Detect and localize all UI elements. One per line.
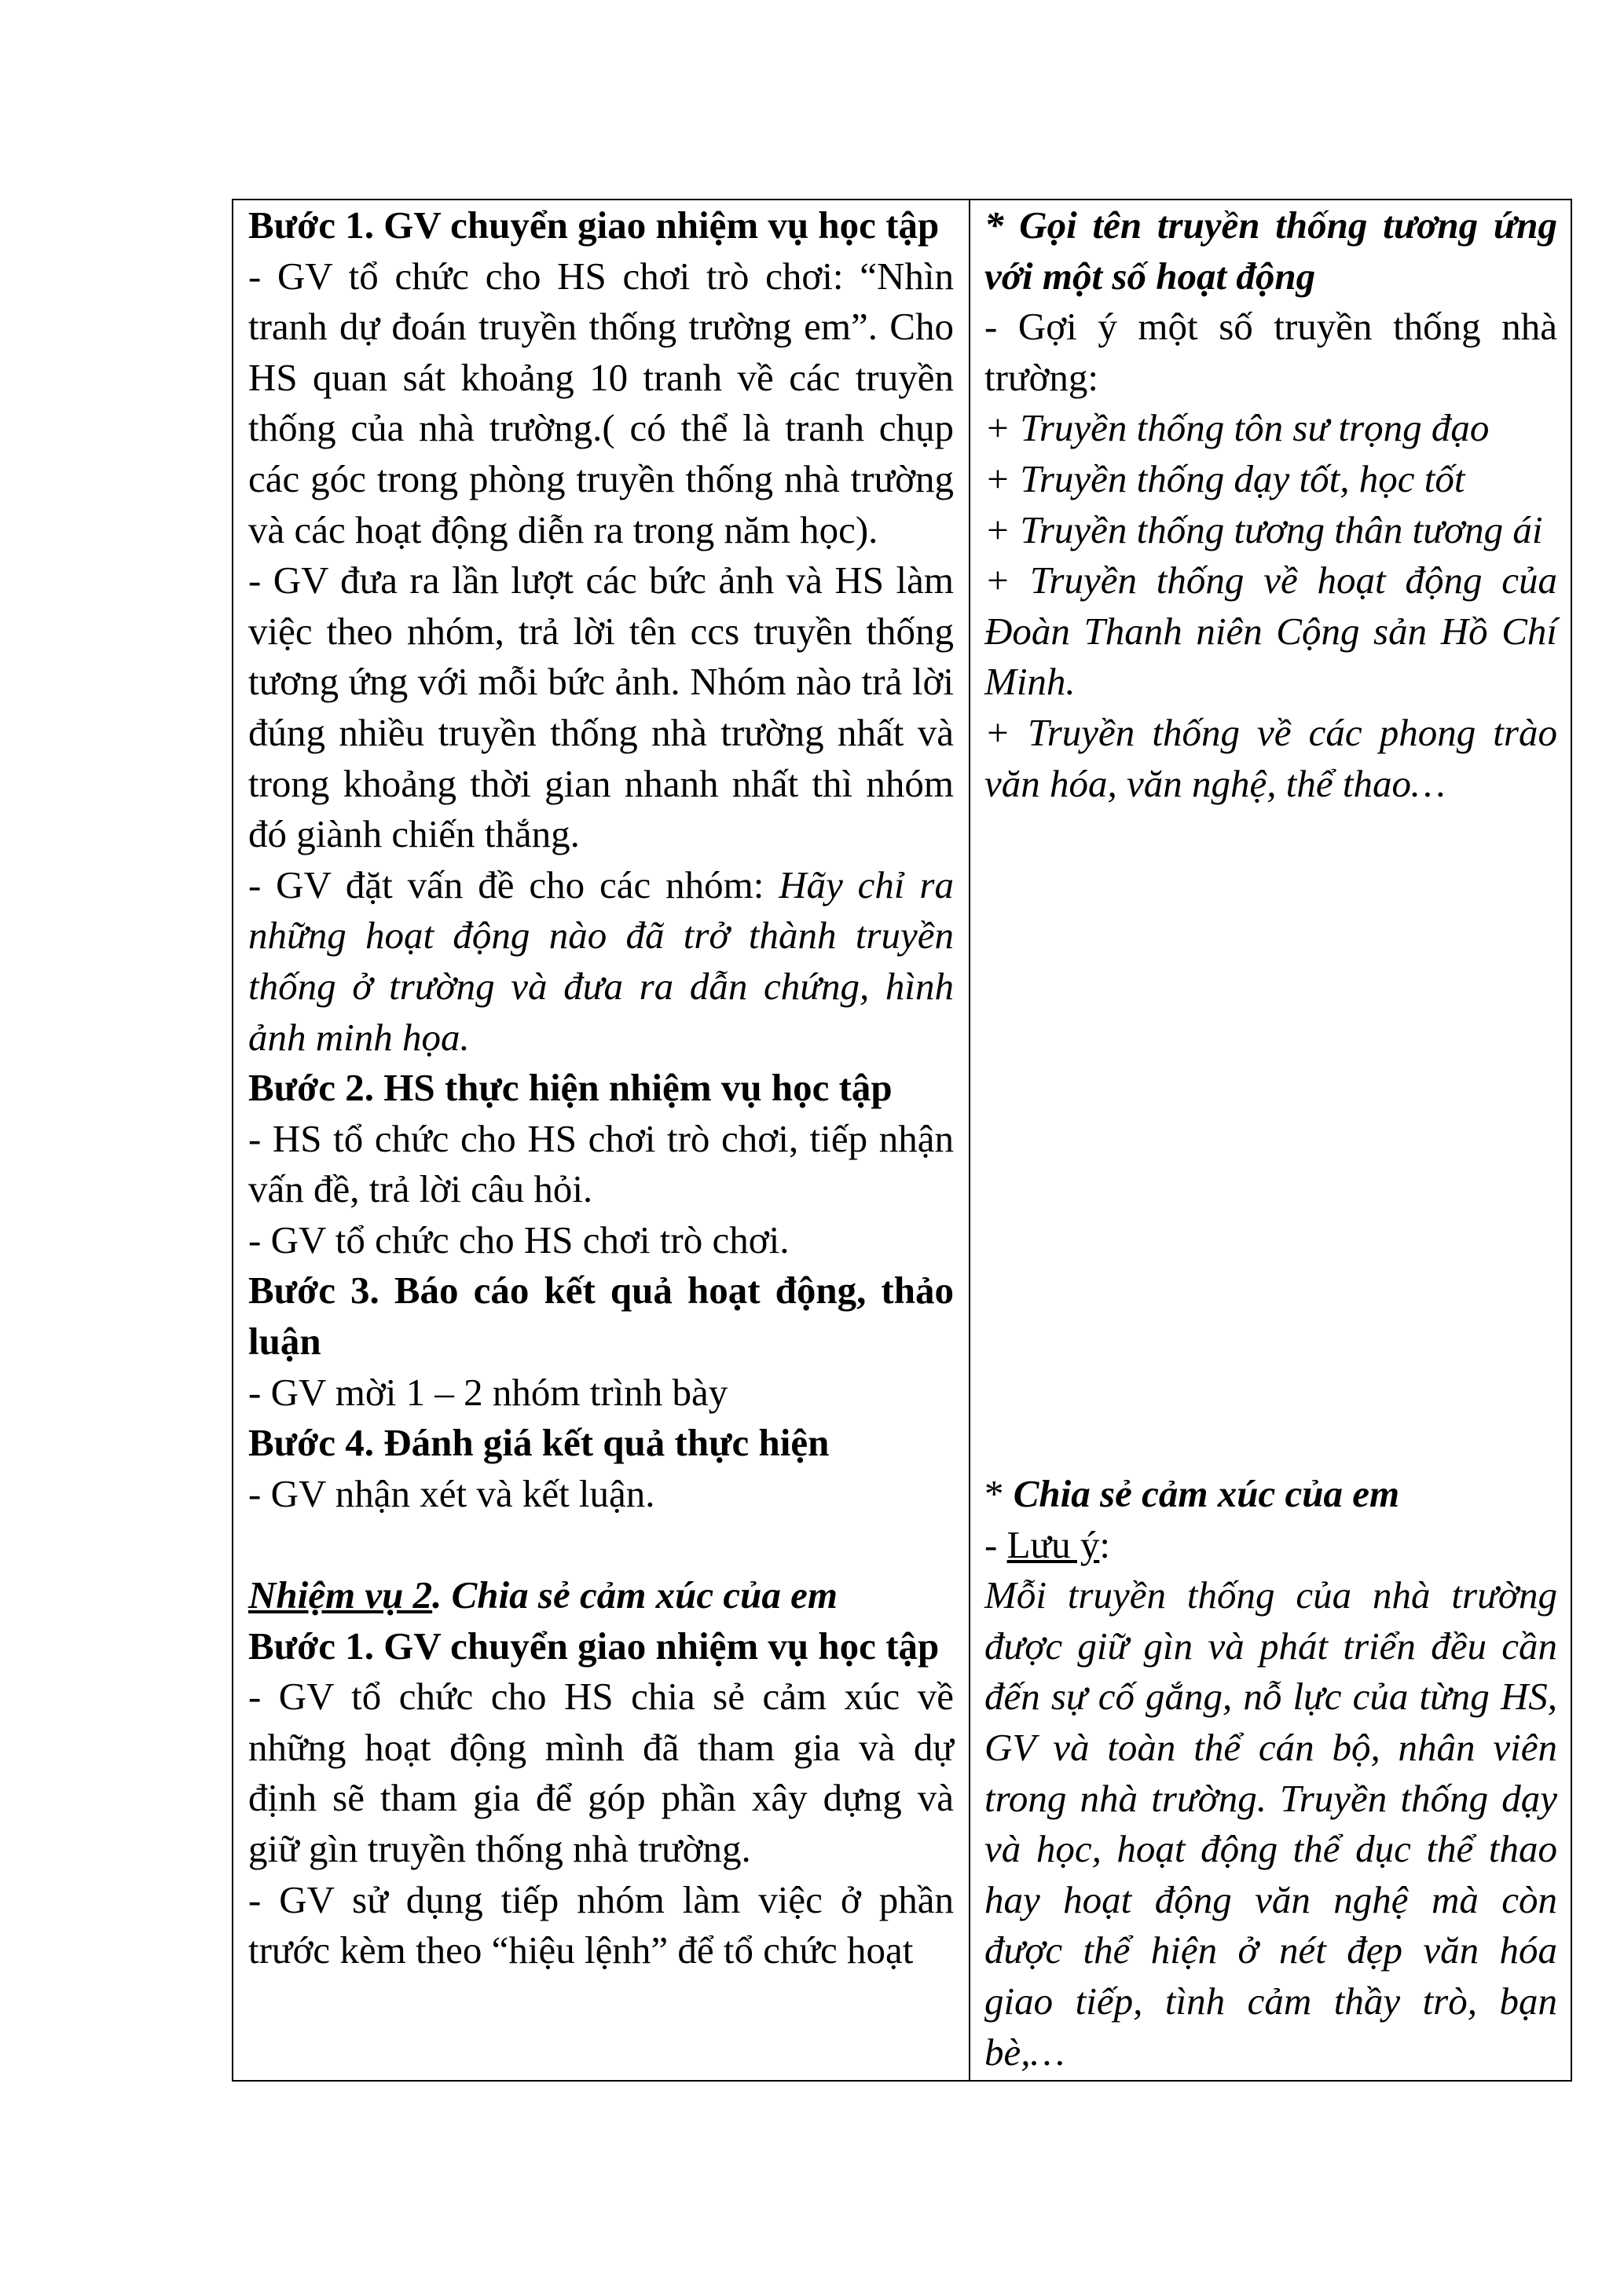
share-feelings-heading: [984, 1469, 1557, 1520]
tradition-item: + Truyền thống tương thân tương ái: [984, 507, 1543, 551]
task2-step1-paragraph: - GV sử dụng tiếp nhóm làm việc ở phần trước kèm theo “hiệu lệnh” để tổ chức hoạt: [248, 1877, 954, 1972]
activities-column: [233, 200, 969, 2080]
tradition-item: + Truyền thống về hoạt động của Đoàn Thanh niên Cộng sản Hồ Chí Minh.: [984, 558, 1557, 704]
traditions-intro: - Gợi ý một số truyền thống nhà trường:: [984, 305, 1557, 399]
lesson-table: [232, 199, 1572, 2082]
step4-heading: Bước 4. Đánh giá kết quả thực hiện: [248, 1421, 830, 1465]
step3-paragraph: - GV mời 1 – 2 nhóm trình bày: [248, 1370, 728, 1414]
step2-heading: Bước 2. HS thực hiện nhiệm vụ học tập: [248, 1066, 893, 1110]
task2-label: Nhiệm vụ 2: [248, 1573, 433, 1617]
tradition-item: + Truyền thống tôn sư trọng đạo: [984, 406, 1490, 450]
task2-heading: [248, 1570, 954, 1621]
tradition-item: + Truyền thống về các phong trào văn hóa, văn nghệ, thể thao…: [984, 710, 1557, 805]
step4-paragraph: - GV nhận xét và kết luận.: [248, 1471, 655, 1515]
step1-paragraph: - GV tổ chức cho HS chơi trò chơi: “Nhìn tranh dự đoán truyền thống trường em”. Cho HS quan sát khoảng 10 tranh về các truyền thống của nhà trường.( có thể là tranh chụp các góc trong phòng truyền thống nhà trường và các hoạt động diễn ra trong năm học).: [248, 254, 954, 551]
task2-step1-paragraph: - GV tổ chức cho HS chia sẻ cảm xúc về những hoạt động mình đã tham gia và dự định sẽ tham gia để góp phần xây dựng và giữ gìn truyền thống nhà trường.: [248, 1675, 954, 1870]
note-text: Mỗi truyền thống của nhà trường được giữ gìn và phát triển đều cần đến sự cố gắng, nỗ lực của từng HS, GV và toàn thể cán bộ, nhân viên trong nhà trường. Truyền thống dạy và học, hoạt động thể dục thể thao hay hoạt động văn nghệ mà còn được thể hiện ở nét đẹp văn hóa giao tiếp, tình cảm thầy trò, bạn bè,…: [984, 1573, 1557, 2074]
blank-line: [248, 1519, 954, 1570]
bullet-star: *: [984, 1472, 1014, 1515]
traditions-heading: * Gọi tên truyền thống tương ứng với một số hoạt động: [984, 203, 1557, 298]
note-dash: -: [984, 1522, 1007, 1566]
note-label: Lưu ý: [1006, 1522, 1100, 1566]
step1-paragraph: - GV đưa ra lần lượt các bức ảnh và HS làm việc theo nhóm, trả lời tên ccs truyền thống tương ứng với mỗi bức ảnh. Nhóm nào trả lời đúng nhiều truyền thống nhà trường nhất và trong khoảng thời gian nhanh nhất thì nhóm đó giành chiến thắng.: [248, 558, 954, 856]
question-text: Hãy chỉ ra những hoạt động nào đã trở thành truyền thống ở trường và đưa ra dẫn chứng, hình ảnh minh họa.: [248, 862, 954, 1059]
step2-paragraph: - HS tổ chức cho HS chơi trò chơi, tiếp nhận vấn đề, trả lời câu hỏi.: [248, 1116, 954, 1211]
products-column: [970, 200, 1572, 2080]
note-label-line: [984, 1520, 1557, 1571]
share-feelings-block: [984, 1469, 1557, 2078]
task2-title: . Chia sẻ cảm xúc của em: [432, 1573, 838, 1617]
share-feelings-title: Chia sẻ cảm xúc của em: [1013, 1472, 1400, 1515]
task2-step1-heading: Bước 1. GV chuyển giao nhiệm vụ học tập: [248, 1624, 940, 1668]
step2-paragraph: - GV tổ chức cho HS chơi trò chơi.: [248, 1218, 790, 1262]
step1-heading: Bước 1. GV chuyển giao nhiệm vụ học tập: [248, 203, 940, 247]
question-intro: - GV đặt vấn đề cho các nhóm:: [248, 862, 779, 906]
note-colon: :: [1099, 1522, 1110, 1566]
tradition-item: + Truyền thống dạy tốt, học tốt: [984, 456, 1465, 500]
step1-question: [248, 860, 954, 1063]
step3-heading: Bước 3. Báo cáo kết quả hoạt động, thảo luận: [248, 1269, 954, 1364]
